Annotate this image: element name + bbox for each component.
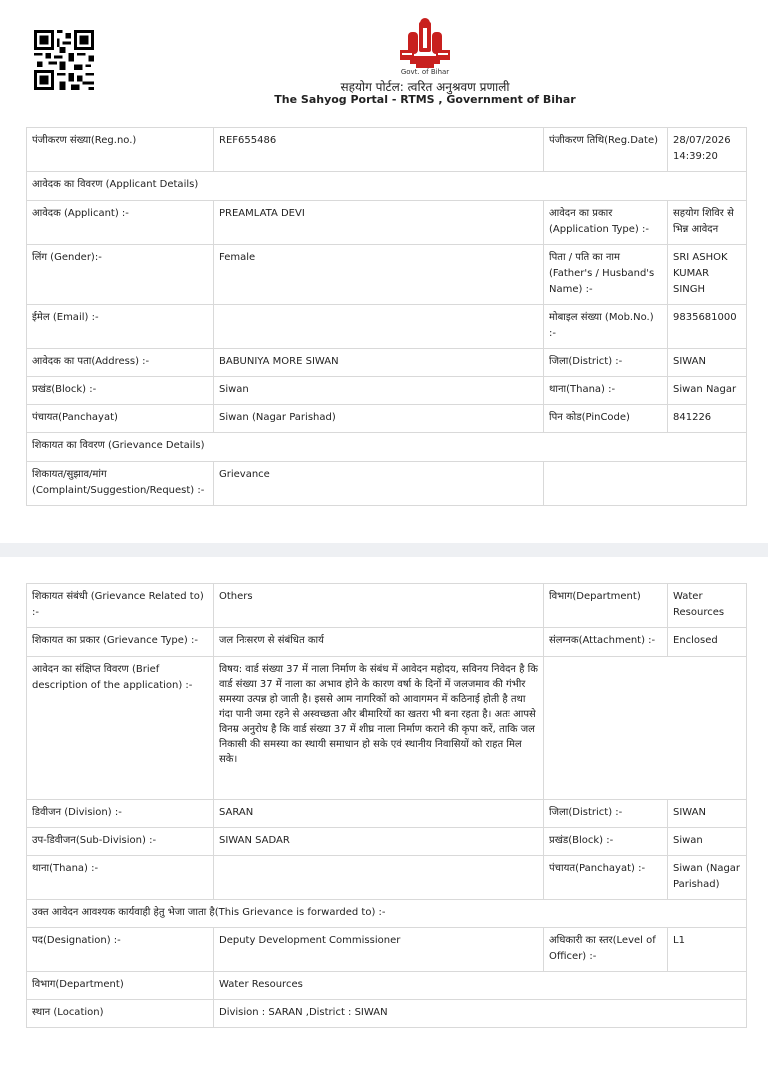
thana-label: थाना(Thana) :-	[544, 377, 668, 405]
mobile-label: मोबाइल संख्या (Mob.No.) :-	[544, 305, 668, 349]
pincode-label: पिन कोड(PinCode)	[544, 405, 668, 433]
thana-value	[214, 856, 544, 900]
thana-value: Siwan Nagar	[668, 377, 747, 405]
district-value: SIWAN	[668, 349, 747, 377]
reg-no-label: पंजीकरण संख्या(Reg.no.)	[27, 128, 214, 172]
table-row	[27, 377, 747, 405]
address-value: BABUNIYA MORE SIWAN	[214, 349, 544, 377]
table-row	[27, 245, 747, 305]
gender-label: लिंग (Gender):-	[27, 245, 214, 305]
block-value: Siwan	[668, 828, 747, 856]
father-husband-value: SRI ASHOK KUMAR SINGH	[668, 245, 747, 305]
applicant-section-heading: आवेदक का विवरण (Applicant Details)	[27, 172, 747, 201]
table-row	[27, 828, 747, 856]
table-row	[27, 972, 747, 1000]
panchayat-value: Siwan (Nagar Parishad)	[214, 405, 544, 433]
table-row	[27, 584, 747, 628]
document-header	[0, 0, 768, 125]
dept-value: Water Resources	[214, 972, 747, 1000]
block-label: प्रखंड(Block) :-	[544, 828, 668, 856]
gender-value: Female	[214, 245, 544, 305]
designation-label: पद(Designation) :-	[27, 928, 214, 972]
applicant-value: PREAMLATA DEVI	[214, 201, 544, 245]
complaint-value: Grievance	[214, 462, 544, 506]
subdivision-label: उप-डिवीजन(Sub-Division) :-	[27, 828, 214, 856]
block-value: Siwan	[214, 377, 544, 405]
grievance-related-value: Others	[214, 584, 544, 628]
subdivision-value: SIWAN SADAR	[214, 828, 544, 856]
applicant-label: आवेदक (Applicant) :-	[27, 201, 214, 245]
panchayat-value: Siwan (Nagar Parishad)	[668, 856, 747, 900]
reg-no-value: REF655486	[214, 128, 544, 172]
complaint-label: शिकायत/सुझाव/मांग (Complaint/Suggestion/Request) :-	[27, 462, 214, 506]
table-row	[27, 305, 747, 349]
district-value: SIWAN	[668, 800, 747, 828]
table-row	[27, 128, 747, 172]
empty-cell	[544, 462, 747, 506]
email-value	[214, 305, 544, 349]
page-separator	[0, 543, 768, 557]
applicant-details-table	[26, 127, 747, 506]
location-label: स्थान (Location)	[27, 1000, 214, 1028]
division-label: डिवीजन (Division) :-	[27, 800, 214, 828]
grievance-type-label: शिकायत का प्रकार (Grievance Type) :-	[27, 628, 214, 657]
officer-level-value: L1	[668, 928, 747, 972]
forwarded-section-heading: उक्त आवेदन आवश्यक कार्यवाही हेतु भेजा जाता है(This Grievance is forwarded to) :-	[27, 900, 747, 928]
pincode-value: 841226	[668, 405, 747, 433]
table-row	[27, 462, 747, 506]
officer-level-label: अधिकारी का स्तर(Level of Officer) :-	[544, 928, 668, 972]
govt-label: Govt. of Bihar	[400, 68, 450, 76]
table-row	[27, 657, 747, 800]
mobile-value: 9835681000	[668, 305, 747, 349]
table-row	[27, 405, 747, 433]
panchayat-label: पंचायत(Panchayat) :-	[544, 856, 668, 900]
father-husband-label: पिता / पति का नाम (Father's / Husband's Name) :-	[544, 245, 668, 305]
empty-cell	[544, 657, 747, 800]
grievance-section-heading: शिकायत का विवरण (Grievance Details)	[27, 433, 747, 462]
table-row	[27, 900, 747, 928]
reg-date-value: 28/07/2026 14:39:20	[668, 128, 747, 172]
table-row	[27, 349, 747, 377]
table-row	[27, 201, 747, 245]
district-label: जिला(District) :-	[544, 800, 668, 828]
department-label: विभाग(Department)	[544, 584, 668, 628]
table-row	[27, 928, 747, 972]
attachment-value: Enclosed	[668, 628, 747, 657]
grievance-related-label: शिकायत संबंधी (Grievance Related to) :-	[27, 584, 214, 628]
division-value: SARAN	[214, 800, 544, 828]
location-value: Division : SARAN ,District : SIWAN	[214, 1000, 747, 1028]
thana-label: थाना(Thana) :-	[27, 856, 214, 900]
designation-value: Deputy Development Commissioner	[214, 928, 544, 972]
address-label: आवेदक का पता(Address) :-	[27, 349, 214, 377]
district-label: जिला(District) :-	[544, 349, 668, 377]
email-label: ईमेल (Email) :-	[27, 305, 214, 349]
portal-title-english: The Sahyog Portal - RTMS , Government of Bihar	[274, 93, 576, 106]
table-row	[27, 628, 747, 657]
dept-label: विभाग(Department)	[27, 972, 214, 1000]
application-type-value: सहयोग शिविर से भिन्न आवेदन	[668, 201, 747, 245]
department-value: Water Resources	[668, 584, 747, 628]
reg-date-label: पंजीकरण तिथि(Reg.Date)	[544, 128, 668, 172]
portal-title-hindi: सहयोग पोर्टल: त्वरित अनुश्रवण प्रणाली	[340, 80, 510, 94]
table-row	[27, 800, 747, 828]
attachment-label: संलग्नक(Attachment) :-	[544, 628, 668, 657]
panchayat-label: पंचायत(Panchayat)	[27, 405, 214, 433]
brief-description-value: विषय: वार्ड संख्या 37 में नाला निर्माण के संबंध में आवेदन महोदय, सविनय निवेदन है कि वार्ड संख्या 37 में नाला का अभाव होने के कारण वर्षा के दिनों में जलजमाव की गंभीर समस्या उत्पन्न हो जाती है। इससे आम नागरिकों को आवागमन में कठिनाई होती है तथा गंदा पानी जमा रहने से अस्वच्छता और बीमारियों का खतरा भी बना रहता है। अतः आपसे विनम्र अनुरोध है कि वार्ड संख्या 37 में शीघ्र नाला निर्माण कराने की कृपा करें, ताकि जल निकासी की समस्या का स्थायी समाधान हो सके एवं स्थानीय निवासियों को राहत मिल सके।	[214, 657, 544, 800]
grievance-type-value: जल निःसरण से संबंधित कार्य	[214, 628, 544, 657]
table-row	[27, 1000, 747, 1028]
block-label: प्रखंड(Block) :-	[27, 377, 214, 405]
table-row	[27, 433, 747, 462]
table-row	[27, 856, 747, 900]
application-type-label: आवेदन का प्रकार (Application Type) :-	[544, 201, 668, 245]
table-row	[27, 172, 747, 201]
grievance-details-table	[26, 583, 747, 1028]
brief-description-label: आवेदन का संक्षिप्त विवरण (Brief description of the application) :-	[27, 657, 214, 800]
